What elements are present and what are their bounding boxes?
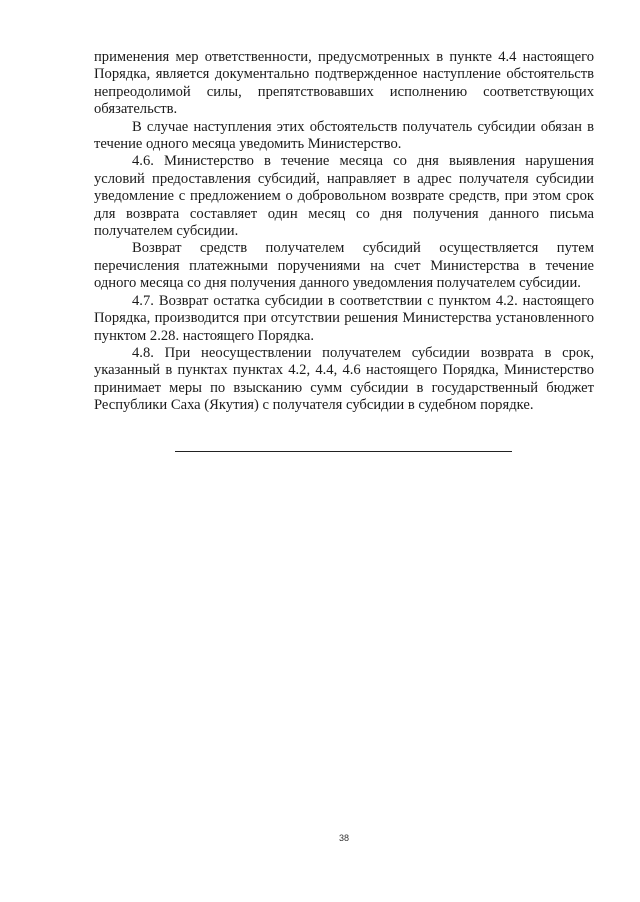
page-number: 38 (338, 833, 349, 843)
document-body (94, 49, 594, 415)
paragraph-continuation: применения мер ответственности, предусмотренных в пункте 4.4 настоящего Порядка, является документально подтвержденное наступление обстоятельств непреодолимой силы, препятствовавших исполнению соответствующих обязательств. (94, 49, 594, 118)
paragraph-refund: Возврат средств получателем субсидий осуществляется путем перечисления платежными поручениями на счет Министерства в течение одного месяца со дня получения данного уведомления получателем субсидии. (94, 240, 594, 292)
paragraph-4-6: 4.6. Министерство в течение месяца со дня выявления нарушения условий предоставления субсидий, направляет в адрес получателя субсидии уведомление с предложением о добровольном возврате средств, при этом срок для возврата составляет один месяц со дня получения данного письма получателем субсидии. (94, 153, 594, 240)
paragraph-notification: В случае наступления этих обстоятельств получатель субсидии обязан в течение одного месяца уведомить Министерство. (94, 118, 594, 153)
paragraph-4-8: 4.8. При неосуществлении получателем субсидии возврата в срок, указанный в пунктах пунктах 4.2, 4.4, 4.6 настоящего Порядка, Министерство принимает меры по взысканию сумм субсидии в государственный бюджет Республики Саха (Якутия) с получателя субсидии в судебном порядке. (94, 344, 594, 414)
end-separator-line (175, 451, 512, 452)
paragraph-4-7: 4.7. Возврат остатка субсидии в соответствии с пунктом 4.2. настоящего Порядка, производится при отсутствии решения Министерства установленного пунктом 2.28. настоящего Порядка. (94, 292, 594, 344)
